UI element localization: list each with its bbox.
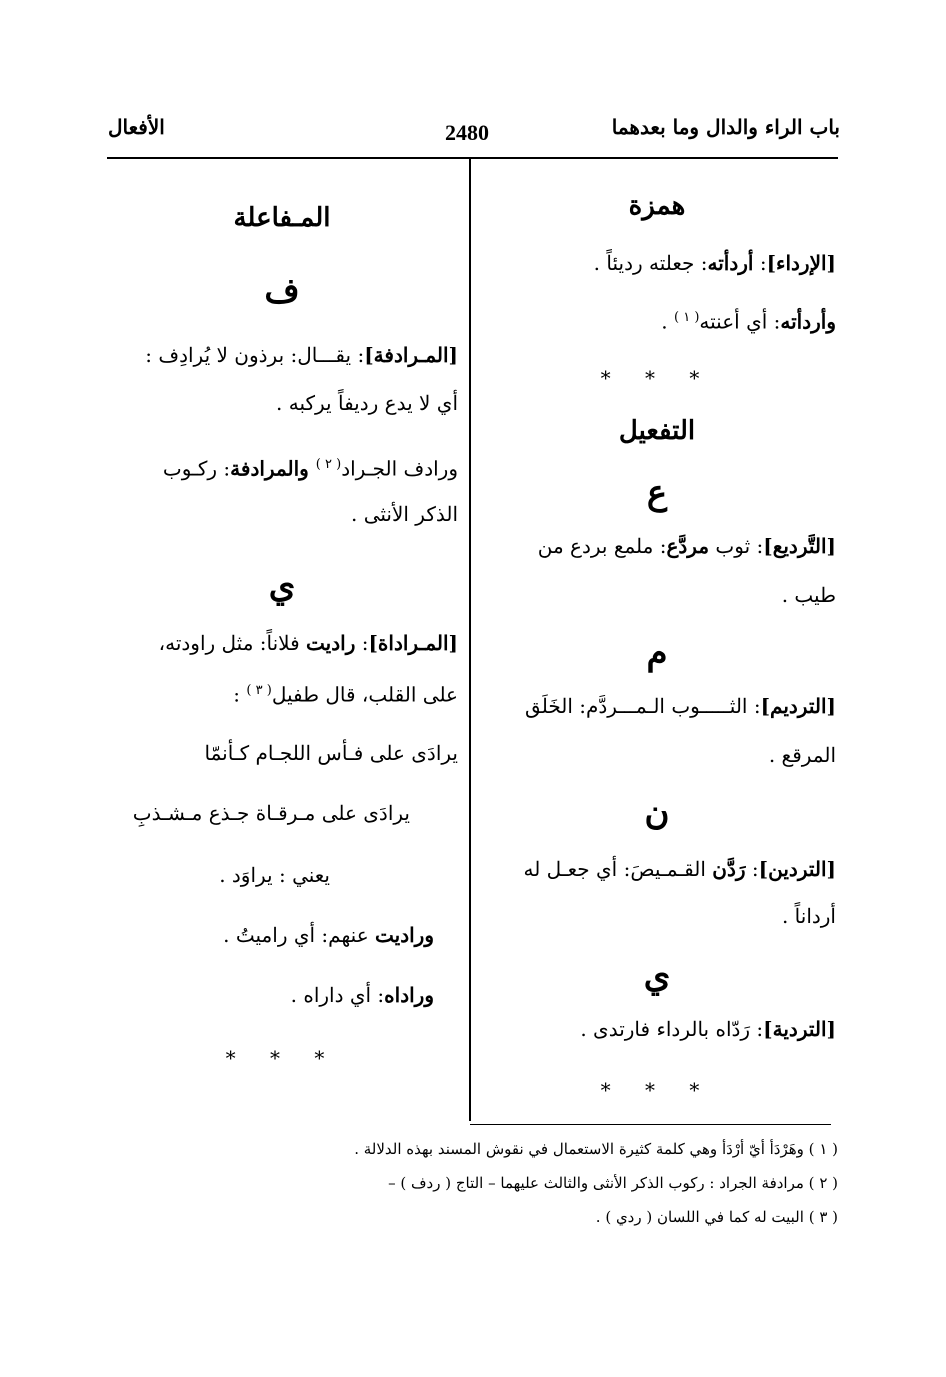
- letter-heading-mim: م: [646, 633, 668, 673]
- entry-yani: يعني : يراوَد .: [219, 863, 330, 887]
- entry-continuation: طيب .: [781, 583, 836, 607]
- entry-radahu: [291, 980, 434, 1010]
- entry-word: وراداه: [384, 983, 434, 1007]
- footnote-3: ( ٣ ) البيت له كما في اللسان ( ردي ) .: [595, 1208, 838, 1226]
- entry-ardatuhu: وأردأته: أي أعنته$^{( ١ )}$ .: [661, 309, 836, 334]
- verse-second-hemistich: يرادَى على مـرقـاة جـذع مـشـذبِ: [132, 801, 410, 825]
- footnote-ref: ( ٢ ): [315, 457, 342, 472]
- entry-word: رَدَّن: [712, 857, 746, 881]
- section-separator: * * *: [600, 1078, 714, 1102]
- entry-continuation: على القلب، قال طفيل$^{( ٣ )}$ :: [233, 682, 458, 707]
- entry-word: والمرادفة: [230, 456, 316, 481]
- entry-definition: : الثـــــوب الـمـــردَّم: الخَلَق: [525, 694, 761, 718]
- running-header-section: الأفعال: [108, 115, 165, 139]
- footnote-ref: ( ١ ): [674, 310, 700, 325]
- entry-definition: القـمـيصَ: أي جعـل له: [523, 857, 713, 881]
- entry-continuation: الذكر الأنثى .: [350, 502, 458, 526]
- entry-word: وأردأته: [780, 309, 836, 334]
- letter-heading-nun: ن: [644, 793, 670, 833]
- letter-heading-ain: ع: [646, 473, 668, 513]
- entry-definition: : رَدّاه بالرداء فارتدى .: [580, 1017, 764, 1041]
- entry-tardim: [525, 691, 836, 721]
- entry-irda: [الإرداء]: أردأته: جعلته رديئاً .: [593, 251, 836, 275]
- column-divider: [469, 159, 471, 1121]
- page-number: 2480: [445, 120, 489, 145]
- footnote-2: ( ٢ ) مرادفة الجراد : ركوب الذكر الأنثى والثالث عليهما – التاج ( ردف ) –: [388, 1174, 838, 1192]
- entry-tardin: [التردين]: رَدَّن القـمـيصَ: أي جعـل له: [523, 857, 836, 881]
- entry-continuation: أرداناً .: [781, 904, 836, 928]
- entry-muradafa: [145, 340, 458, 370]
- entry-definition: : ملمع بردع من: [537, 534, 667, 558]
- entry-definition: : أي داراه .: [290, 983, 385, 1007]
- entry-headword: [الإرداء]: [766, 251, 836, 275]
- letter-heading-ya: ي: [268, 566, 296, 606]
- entry-headword: [التَّرديع]: [763, 534, 836, 558]
- verse-first-hemistich: يرادَى على فـأس اللجـام كـأنمّا: [204, 741, 458, 765]
- section-heading-tafil: التفعيل: [618, 416, 696, 446]
- entry-headword: [التردية]: [763, 1017, 836, 1041]
- entry-definition: : أي أعنته: [699, 309, 781, 334]
- entry-tardi: [التَّرديع]: ثوب مردَّع: ملمع بردع من: [537, 534, 836, 558]
- entry-definition: : يقـــال: برذون لا يُرادِف :: [145, 343, 365, 367]
- entry-word: مردَّع: [666, 534, 710, 558]
- entry-continuation: المرقع .: [768, 743, 836, 767]
- entry-definition: : ركـوب: [162, 456, 231, 481]
- letter-heading-ya: ي: [643, 956, 671, 996]
- letter-heading-fa: ف: [264, 271, 300, 311]
- running-header-chapter: باب الراء والدال وما بعدهما: [611, 115, 840, 139]
- entry-word: راديت: [306, 631, 356, 655]
- entry-word: أردأته: [707, 251, 754, 275]
- footnote-rule: [470, 1124, 831, 1125]
- section-separator: * * *: [225, 1046, 339, 1070]
- entry-headword: [المـراداة]: [368, 631, 458, 655]
- section-separator: * * *: [600, 366, 714, 390]
- entry-tardiya: [580, 1014, 836, 1044]
- entry-definition: فلاناً: مثل راودته،: [158, 631, 307, 655]
- header-rule: [107, 157, 838, 159]
- entry-continuation: أي لا يدع رديفاً يركبه .: [276, 391, 458, 415]
- entry-radaytu-anhum: [223, 920, 434, 950]
- entry-headword: [المـرادفة]: [364, 343, 458, 367]
- section-heading-hamza: همزة: [628, 191, 686, 221]
- section-heading-mufaala: المـفاعلة: [233, 203, 331, 233]
- entry-radafa-jarad: ورادف الجـراد$^{( ٢ )}$ والمرادفة: ركـوب: [162, 456, 458, 481]
- entry-headword: [الترديم]: [760, 694, 836, 718]
- footnote-ref: ( ٣ ): [246, 683, 272, 698]
- entry-word: وراديت: [375, 923, 434, 947]
- entry-headword: [التردين]: [758, 857, 836, 881]
- entry-definition: : جعلته رديئاً .: [593, 251, 708, 275]
- footnote-1: ( ١ ) وهَرْدَأ أيّ أرْدَأ وهي كلمة كثيرة الاستعمال في نقوش المسند بهذه الدلالة .: [354, 1140, 838, 1158]
- entry-muradah: [المـراداة]: راديت فلاناً: مثل راودته،: [158, 631, 458, 655]
- entry-definition: عنهم: أي راميتُ .: [223, 923, 376, 947]
